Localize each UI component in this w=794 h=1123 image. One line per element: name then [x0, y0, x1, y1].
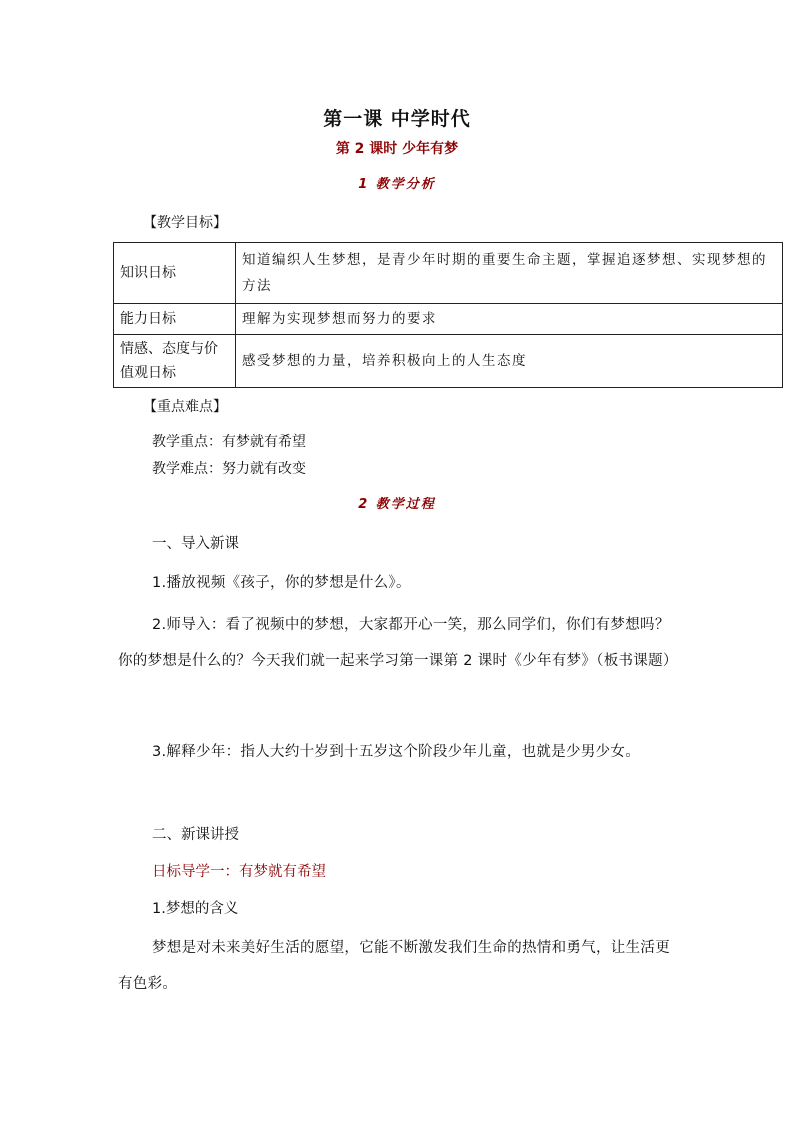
- part-intro-heading: 一、导入新课: [152, 536, 239, 552]
- table-row: [114, 335, 783, 388]
- goal-guide-heading: 日标导学一：有梦就有希望: [152, 864, 326, 880]
- section-heading-process: 2 教学过程: [358, 497, 436, 512]
- table-row: [114, 243, 783, 304]
- process-item-2: 2.师导入：看了视频中的梦想，大家都开心一笑，那么同学们，你们有梦想吗？你的梦想是什么的？今天我们就一起来学习第一课第 2 课时《少年有梦》（板书课题）: [118, 617, 678, 669]
- goal-value: 理解为实现梦想而努力的要求: [236, 304, 783, 335]
- goals-table: [113, 242, 783, 388]
- process-item-3: 3.解释少年：指人大约十岁到十五岁这个阶段少年儿童，也就是少男少女。: [152, 744, 641, 760]
- goals-heading: 【教学目标】: [143, 215, 227, 231]
- keypoints-heading: 【重点难点】: [143, 399, 227, 415]
- key-focus: 教学重点：有梦就有希望: [152, 434, 306, 450]
- goal-label: 情感、态度与价值观日标: [114, 335, 236, 388]
- goal-value: 知道编织人生梦想，是青少年时期的重要生命主题，掌握追逐梦想、实现梦想的方法: [236, 243, 783, 304]
- lesson-title: 第一课 中学时代: [323, 108, 471, 130]
- table-row: [114, 304, 783, 335]
- part-teaching-heading: 二、新课讲授: [152, 827, 239, 843]
- goal-label: 知识日标: [114, 243, 236, 304]
- goal-label: 能力日标: [114, 304, 236, 335]
- section-heading-analysis: 1 教学分析: [358, 177, 436, 192]
- dream-definition: 梦想是对未来美好生活的愿望，它能不断激发我们生命的热情和勇气，让生活更有色彩。: [118, 940, 670, 992]
- goal-value: 感受梦想的力量，培养积极向上的人生态度: [236, 335, 783, 388]
- lesson-subtitle: 第 2 课时 少年有梦: [335, 141, 459, 157]
- key-difficulty: 教学难点：努力就有改变: [152, 461, 306, 477]
- subsection-heading: 1.梦想的含义: [152, 901, 239, 917]
- process-item-1: 1.播放视频《孩子，你的梦想是什么》。: [152, 575, 411, 591]
